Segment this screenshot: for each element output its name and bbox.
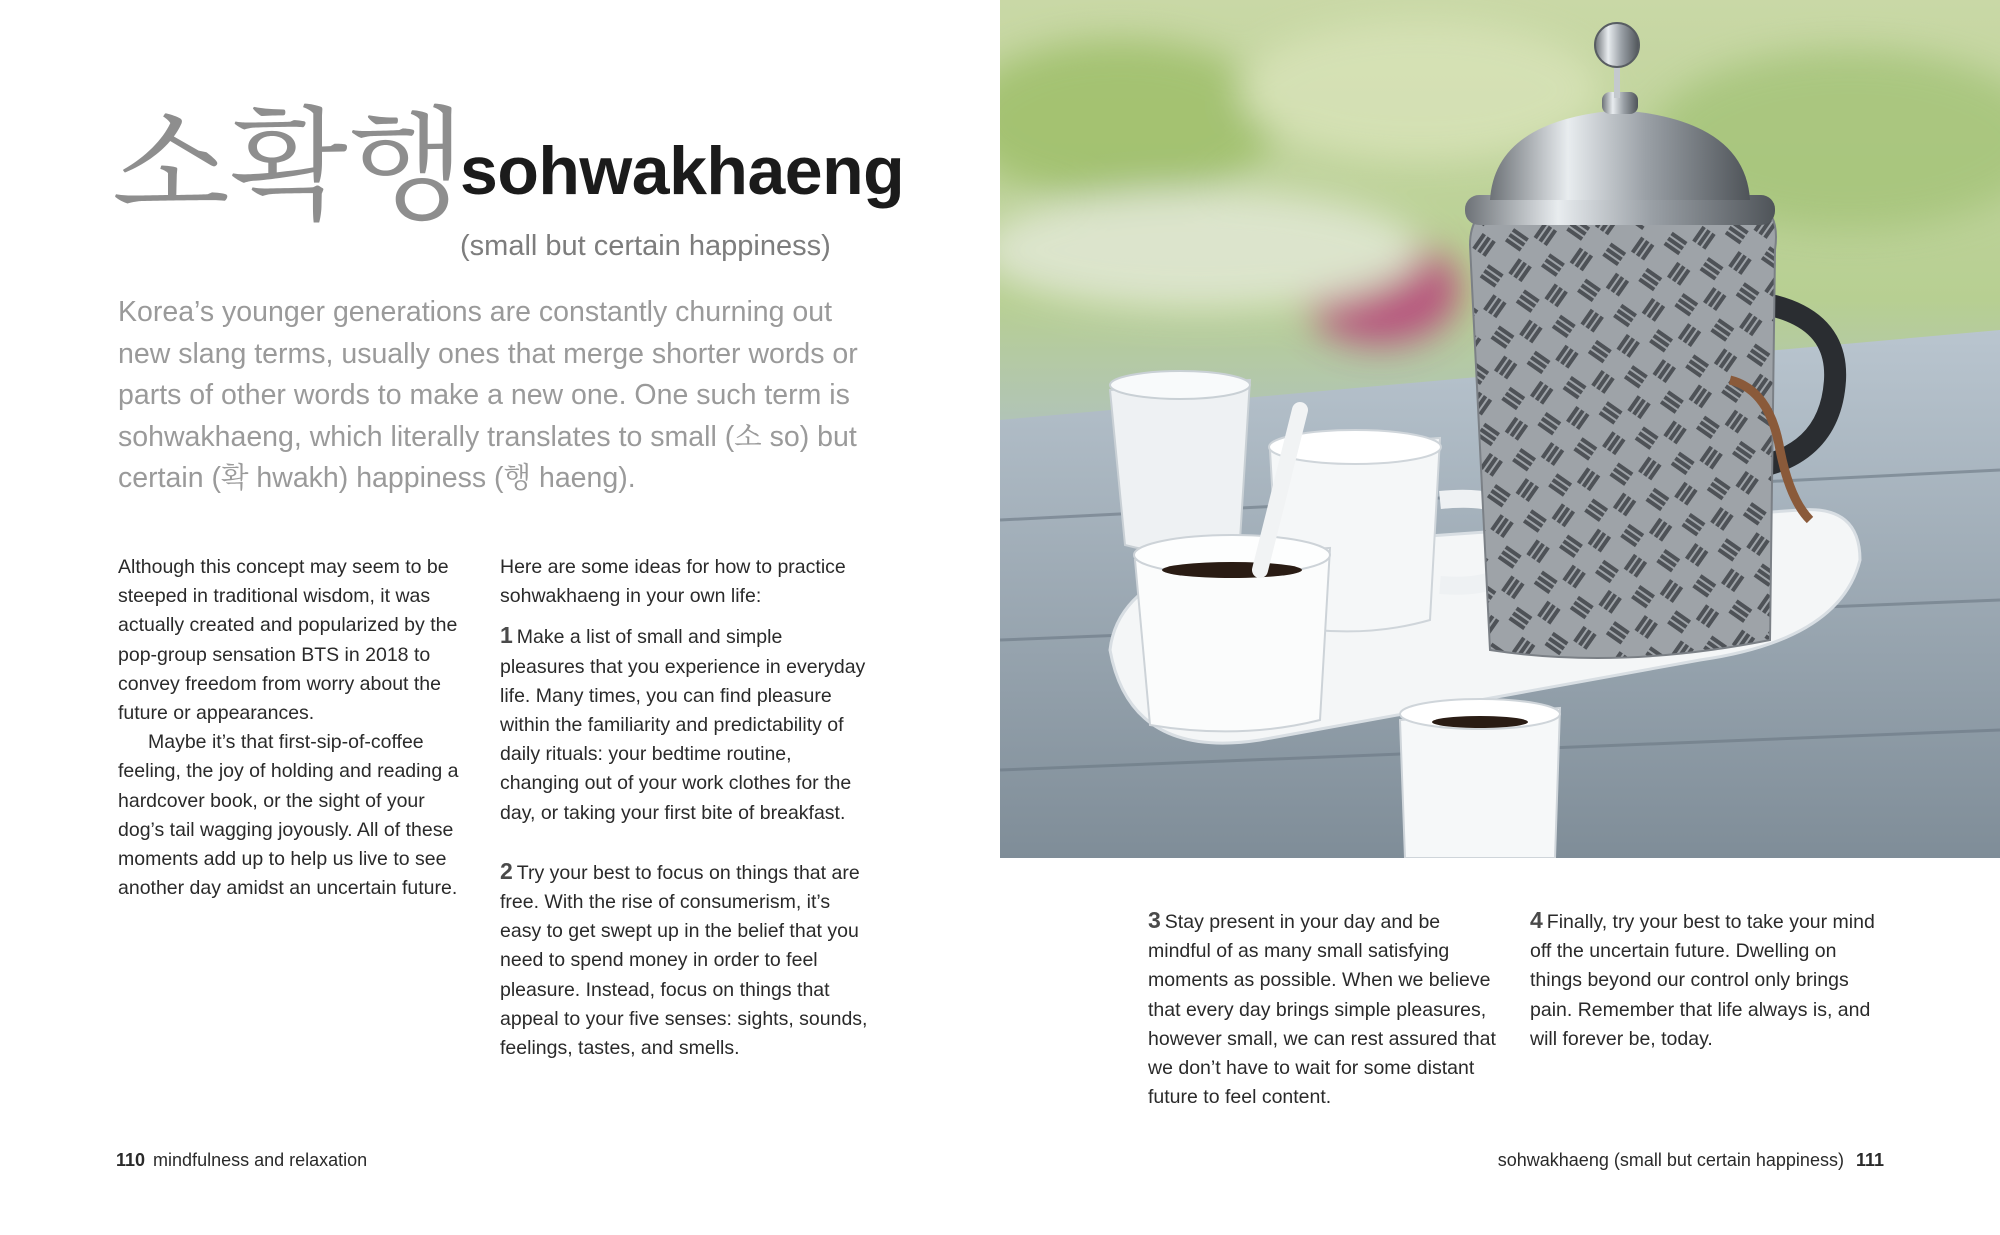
page-number-right: 111 [1855,1150,1884,1170]
tip-3 [1148,906,1503,1112]
tip-3-number: 3 [1148,907,1161,933]
folio-right [1498,1150,1884,1171]
tip-4-number: 4 [1530,907,1543,933]
tip-1 [500,621,870,827]
tip-1-number: 1 [500,622,513,649]
tips-lead: Here are some ideas for how to practice sohwakhaeng in your own life: [500,556,846,608]
tip-2 [500,857,870,1063]
tip-1-text: Make a list of small and simple pleasures that you experience in everyday life. Many times, you can find pleasure within the familiarity and predictability of daily rituals: your bedtime routine, changing out of your work clothes for the day, or taking your first bite of breakfast. [500,626,866,824]
running-head-left: mindfulness and relaxation [153,1150,368,1170]
tip-4-text: Finally, try your best to take your mind off the uncertain future. Dwelling on things beyond our control only brings pain. Remember that life always is, and will forever be, today. [1530,911,1875,1050]
body-column-a [118,553,468,903]
tip-4 [1530,906,1880,1054]
body-column-c [1148,906,1503,1112]
intro-paragraph: Korea’s younger generations are constantly churning out new slang terms, usually ones that merge shorter words or parts of other words to make a new one. One such term is sohwakhaeng, which literally translates to small (소 so) but certain (확 hwakh) happiness (행 haeng). [118,296,858,494]
korean-title: 소확행 [112,95,466,237]
running-head-right: sohwakhaeng (small but certain happiness) [1497,1150,1844,1170]
tip-3-text: Stay present in your day and be mindful of as many small satisfying moments as possible. When we believe that every day brings simple pleasures, however small, we can rest assured that we don’t have to wait for some distant future to feel content. [1148,911,1496,1109]
page-number-left: 110 [116,1150,146,1170]
folio-left [116,1150,367,1171]
body-paragraph-2: Maybe it’s that first-sip-of-coffee feeling, the joy of holding and reading a hardcover book, or the sight of your dog’s tail wagging joyously. All of these moments add up to help us live to see another day amidst an uncertain future. [118,731,459,900]
title-row [112,95,466,237]
body-column-d [1530,906,1880,1054]
body-paragraph-1: Although this concept may seem to be steeped in traditional wisdom, it was actually created and popularized by the pop-group sensation BTS in 2018 to convey freedom from worry about the future or appearances. [118,556,458,725]
page-subtitle: (small but certain happiness) [460,230,831,262]
tip-2-text: Try your best to focus on things that are free. With the rise of consumerism, it’s easy to get swept up in the belief that you need to spend money in order to feel pleasure. Instead, focus on things that appeal to your five senses: sights, sounds, feelings, tastes, and smells. [500,861,868,1060]
body-column-b [500,553,870,1063]
page-title: sohwakhaeng [460,133,905,209]
tip-2-number: 2 [500,857,513,884]
